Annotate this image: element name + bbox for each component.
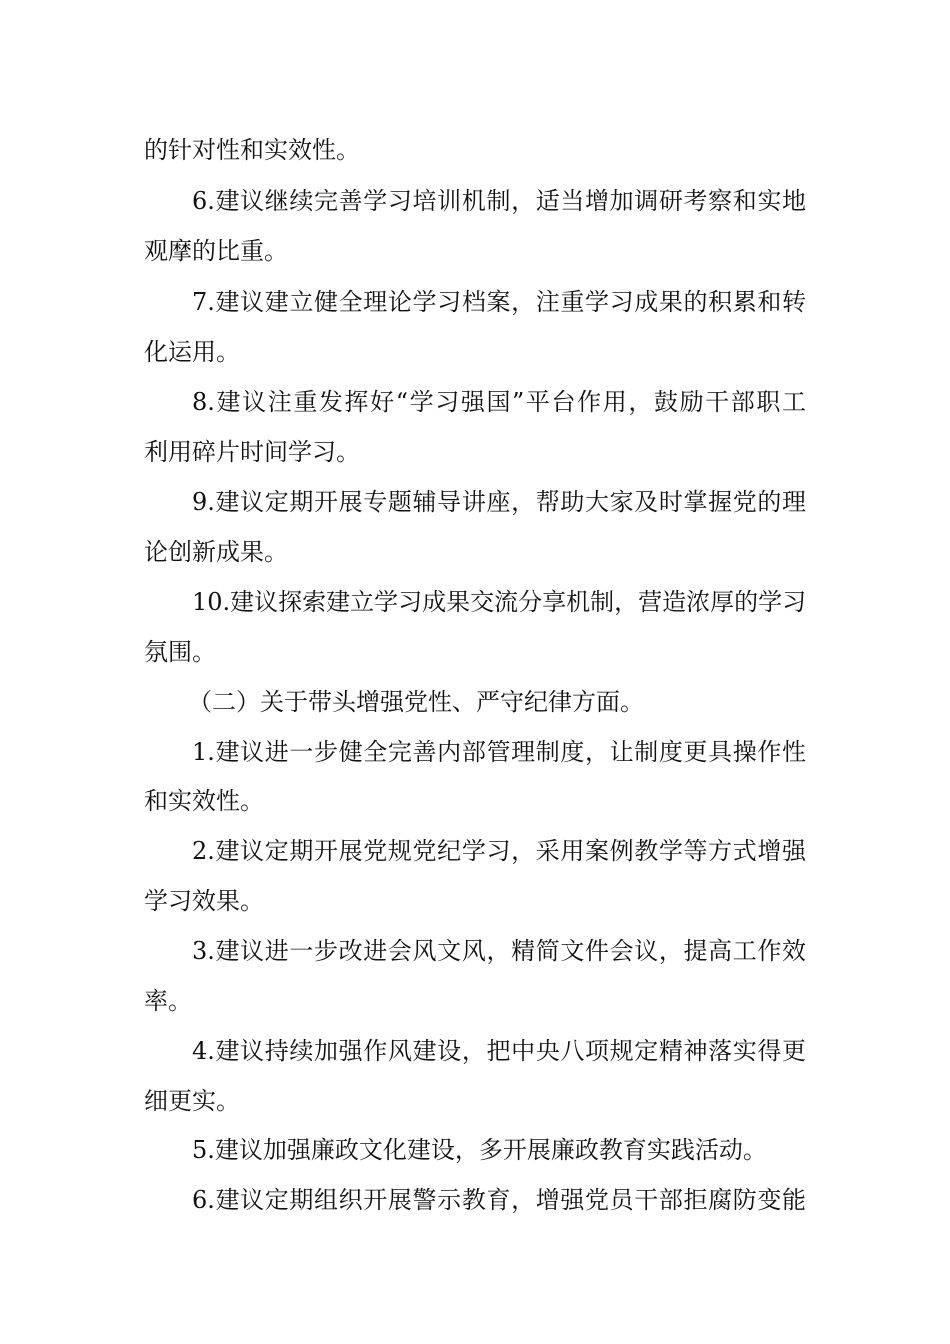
text-line-3: 观摩的比重。 (144, 237, 288, 265)
text-line-11: 氛围。 (144, 638, 216, 666)
text-line-17: 3.建议进一步改进会风文风，精简文件会议，提高工作效 (192, 937, 806, 965)
text-line-16: 学习效果。 (144, 887, 264, 915)
text-line-6: 8.建议注重发挥好“学习强国”平台作用，鼓励干部职工 (192, 388, 806, 416)
text-line-5: 化运用。 (144, 338, 240, 366)
text-line-18: 率。 (144, 987, 192, 1015)
text-line-1: 的针对性和实效性。 (144, 136, 360, 164)
section-heading: （二）关于带头增强党性、严守纪律方面。 (188, 688, 644, 716)
text-line-15: 2.建议定期开展党规党纪学习，采用案例教学等方式增强 (192, 837, 806, 865)
text-line-14: 和实效性。 (144, 787, 264, 815)
text-line-20: 细更实。 (144, 1087, 240, 1115)
text-line-9: 论创新成果。 (144, 538, 288, 566)
text-line-21: 5.建议加强廉政文化建设，多开展廉政教育实践活动。 (192, 1136, 767, 1164)
text-line-19: 4.建议持续加强作风建设，把中央八项规定精神落实得更 (192, 1037, 806, 1065)
text-line-13: 1.建议进一步健全完善内部管理制度，让制度更具操作性 (192, 738, 806, 766)
text-line-7: 利用碎片时间学习。 (144, 438, 360, 466)
text-line-2: 6.建议继续完善学习培训机制，适当增加调研考察和实地 (192, 187, 806, 215)
text-line-4: 7.建议建立健全理论学习档案，注重学习成果的积累和转 (192, 288, 806, 316)
text-line-10: 10.建议探索建立学习成果交流分享机制，营造浓厚的学习 (192, 588, 807, 616)
text-line-8: 9.建议定期开展专题辅导讲座，帮助大家及时掌握党的理 (192, 488, 806, 516)
text-line-22: 6.建议定期组织开展警示教育，增强党员干部拒腐防变能 (192, 1186, 806, 1214)
